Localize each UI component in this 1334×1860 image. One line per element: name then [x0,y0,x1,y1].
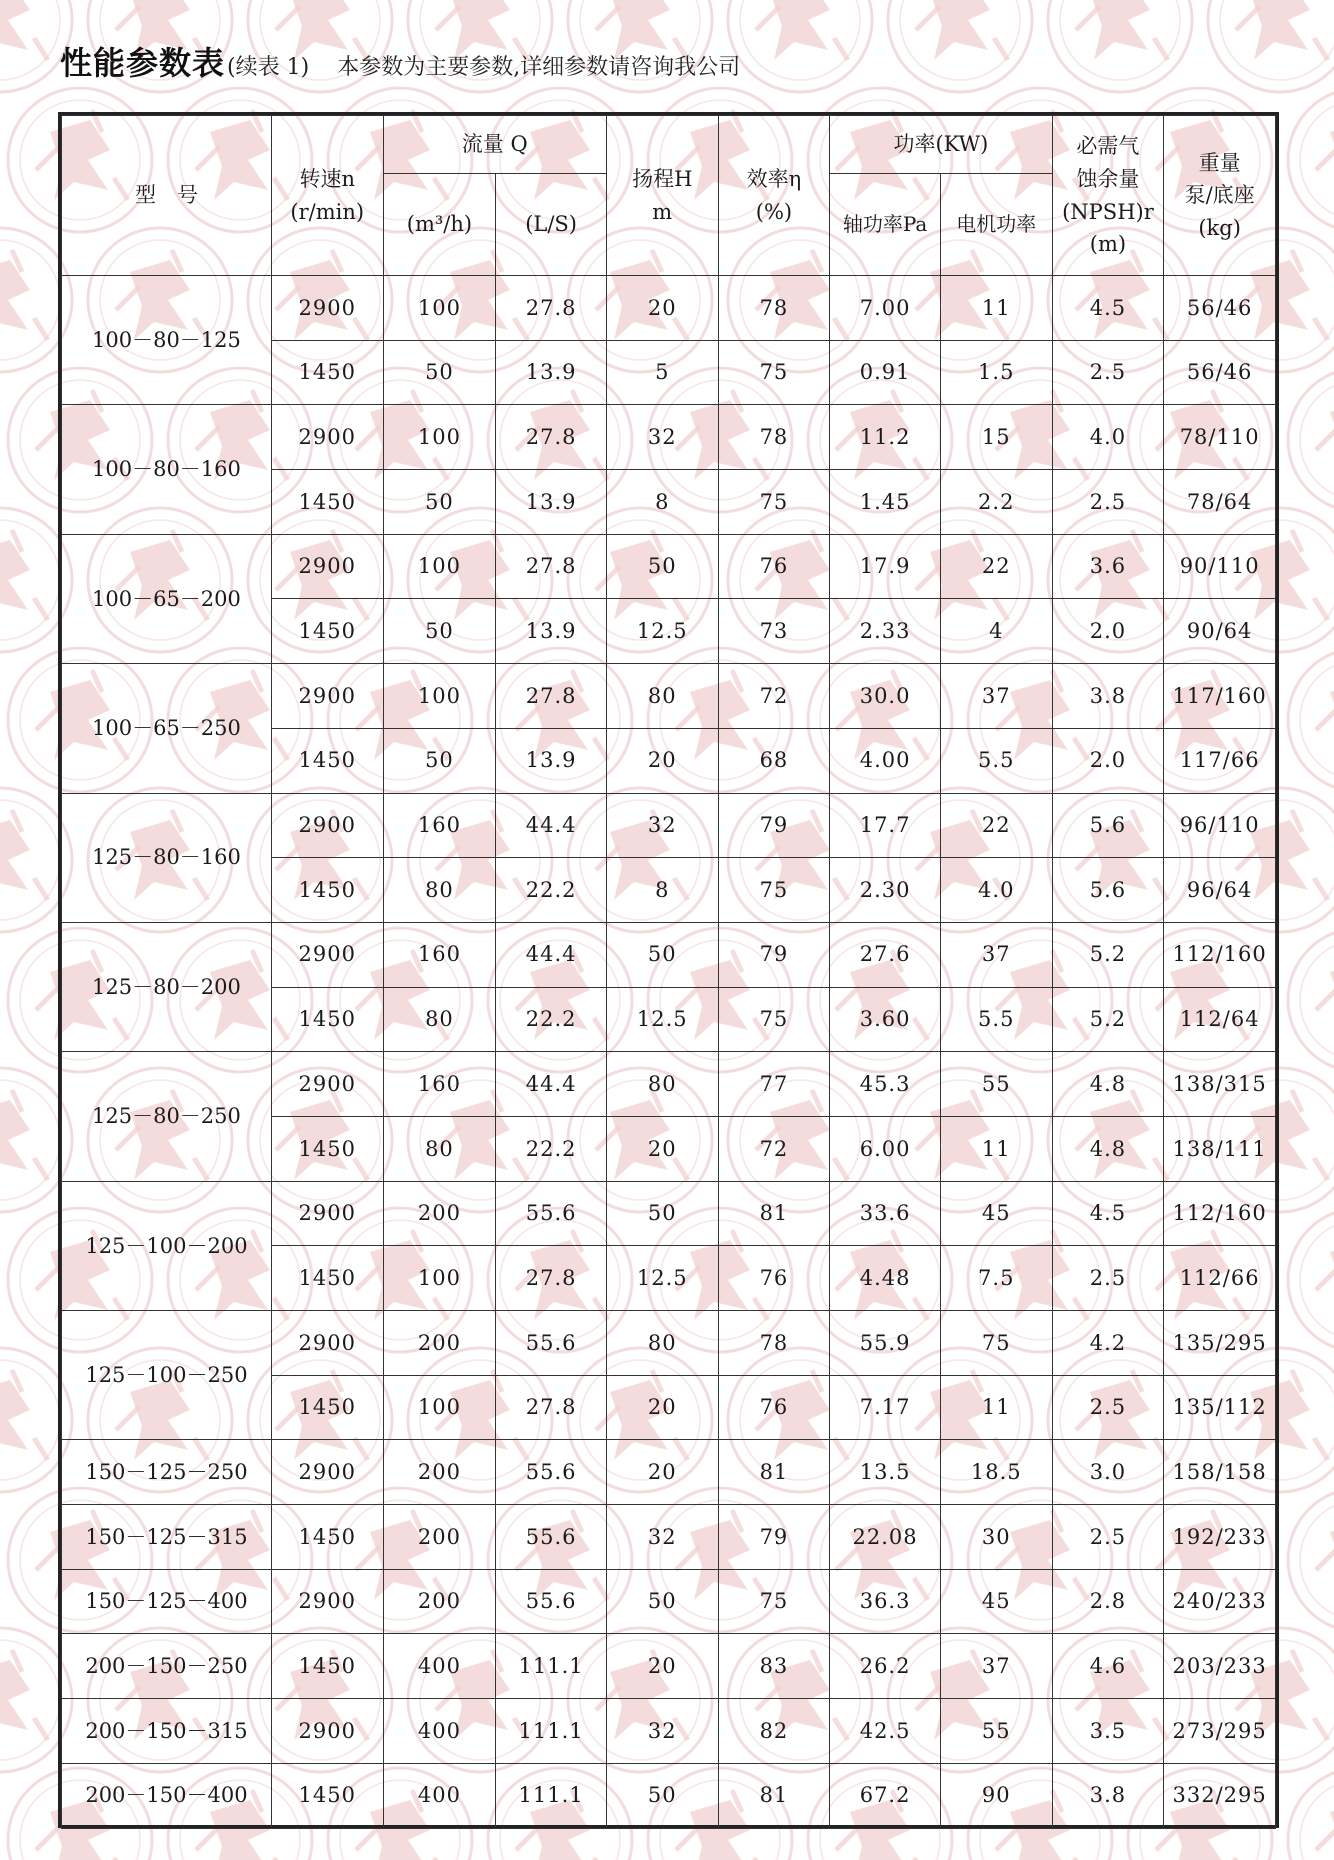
cell-model: 125－80－160 [62,793,272,922]
cell-flow-m3h: 100 [383,534,496,599]
cell-flow-ls: 13.9 [496,599,607,664]
cell-efficiency: 78 [718,276,830,341]
cell-head: 12.5 [606,987,718,1052]
cell-shaft-power: 4.48 [830,1246,941,1311]
cell-motor-power: 90 [940,1763,1052,1828]
cell-head: 80 [606,664,718,729]
cell-speed: 2900 [271,405,383,470]
cell-efficiency: 75 [718,858,830,923]
cell-npsh: 3.6 [1052,534,1164,599]
header-speed-label: 转速n [299,166,355,191]
cell-npsh: 4.8 [1052,1052,1164,1117]
cell-npsh: 4.6 [1052,1634,1164,1699]
header-speed-unit: (r/min) [290,199,365,224]
cell-efficiency: 81 [718,1440,830,1505]
cell-flow-m3h: 100 [383,1375,496,1440]
cell-speed: 2900 [271,1311,383,1376]
cell-motor-power: 37 [940,664,1052,729]
cell-flow-m3h: 50 [383,340,496,405]
cell-model: 100－65－200 [62,534,272,663]
cell-speed: 2900 [271,664,383,729]
header-efficiency-label: 效率η [746,166,802,191]
cell-flow-ls: 27.8 [496,1246,607,1311]
cell-shaft-power: 0.91 [830,340,941,405]
performance-table [61,115,1276,1829]
table-row [62,1569,1276,1634]
cell-weight: 192/233 [1164,1505,1276,1570]
header-head-unit: m [652,199,673,224]
cell-flow-ls: 27.8 [496,405,607,470]
cell-motor-power: 11 [940,276,1052,341]
cell-head: 20 [606,276,718,341]
table-row [62,1181,1276,1246]
table-row [62,1634,1276,1699]
cell-npsh: 5.6 [1052,858,1164,923]
cell-flow-ls: 44.4 [496,793,607,858]
cell-weight: 240/233 [1164,1569,1276,1634]
table-row [62,534,1276,599]
header-efficiency-unit: (%) [755,199,793,224]
cell-head: 50 [606,1763,718,1828]
header-head-label: 扬程H [632,166,693,191]
cell-flow-ls: 13.9 [496,340,607,405]
header-speed [271,116,383,276]
cell-motor-power: 4 [940,599,1052,664]
cell-motor-power: 37 [940,1634,1052,1699]
cell-weight: 138/111 [1164,1116,1276,1181]
cell-shaft-power: 17.9 [830,534,941,599]
watermark-seal [1288,648,1334,792]
cell-efficiency: 73 [718,599,830,664]
cell-flow-m3h: 200 [383,1181,496,1246]
header-shaft-power: 轴功率Pa [830,174,941,276]
cell-speed: 2900 [271,1181,383,1246]
cell-flow-ls: 27.8 [496,276,607,341]
cell-motor-power: 45 [940,1181,1052,1246]
cell-head: 20 [606,728,718,793]
cell-efficiency: 78 [718,1311,830,1376]
cell-speed: 2900 [271,922,383,987]
cell-flow-ls: 22.2 [496,1116,607,1181]
cell-flow-ls: 111.1 [496,1763,607,1828]
cell-head: 20 [606,1116,718,1181]
cell-motor-power: 15 [940,405,1052,470]
cell-model: 200－150－400 [62,1763,272,1828]
watermark-seal [1288,1768,1334,1860]
cell-weight: 112/160 [1164,1181,1276,1246]
table-row [62,1311,1276,1376]
cell-efficiency: 75 [718,470,830,535]
cell-speed: 2900 [271,1569,383,1634]
cell-efficiency: 77 [718,1052,830,1117]
table-row [62,1699,1276,1764]
cell-flow-m3h: 50 [383,470,496,535]
cell-motor-power: 22 [940,534,1052,599]
cell-flow-m3h: 400 [383,1634,496,1699]
cell-npsh: 2.5 [1052,470,1164,535]
cell-flow-m3h: 50 [383,728,496,793]
cell-head: 8 [606,858,718,923]
cell-efficiency: 72 [718,1116,830,1181]
cell-model: 150－125－250 [62,1440,272,1505]
cell-shaft-power: 4.00 [830,728,941,793]
cell-head: 5 [606,340,718,405]
cell-weight: 332/295 [1164,1763,1276,1828]
cell-flow-m3h: 160 [383,922,496,987]
header-weight-line2: 泵/底座 [1184,183,1255,208]
cell-flow-ls: 13.9 [496,470,607,535]
cell-speed: 2900 [271,1440,383,1505]
cell-npsh: 5.6 [1052,793,1164,858]
cell-weight: 203/233 [1164,1634,1276,1699]
cell-flow-ls: 55.6 [496,1505,607,1570]
table-row [62,1440,1276,1505]
cell-npsh: 4.5 [1052,1181,1164,1246]
cell-flow-ls: 27.8 [496,534,607,599]
table-row [62,793,1276,858]
cell-flow-m3h: 50 [383,599,496,664]
cell-head: 20 [606,1375,718,1440]
header-flow: 流量 Q [383,116,606,174]
cell-speed: 1450 [271,987,383,1052]
cell-efficiency: 81 [718,1181,830,1246]
cell-motor-power: 30 [940,1505,1052,1570]
table-body [62,276,1276,1829]
cell-npsh: 4.0 [1052,405,1164,470]
cell-efficiency: 79 [718,793,830,858]
watermark-seal [888,0,1032,92]
cell-speed: 2900 [271,793,383,858]
cell-weight: 112/66 [1164,1246,1276,1311]
cell-flow-ls: 55.6 [496,1311,607,1376]
watermark-seal [1048,0,1192,92]
cell-speed: 1450 [271,470,383,535]
cell-motor-power: 11 [940,1116,1052,1181]
cell-efficiency: 83 [718,1634,830,1699]
watermark-seal [1288,928,1334,1072]
header-flow-ls: (L/S) [496,174,607,276]
cell-flow-ls: 22.2 [496,987,607,1052]
cell-speed: 1450 [271,1246,383,1311]
cell-head: 50 [606,1569,718,1634]
watermark-seal [728,0,872,92]
cell-efficiency: 72 [718,664,830,729]
cell-shaft-power: 13.5 [830,1440,941,1505]
header-npsh [1052,116,1164,276]
watermark-seal [1288,88,1334,232]
cell-shaft-power: 67.2 [830,1763,941,1828]
cell-efficiency: 76 [718,534,830,599]
header-power: 功率(KW) [830,116,1052,174]
cell-npsh: 3.8 [1052,1763,1164,1828]
cell-speed: 2900 [271,276,383,341]
cell-shaft-power: 22.08 [830,1505,941,1570]
cell-weight: 158/158 [1164,1440,1276,1505]
cell-model: 100－80－125 [62,276,272,405]
header-note: 本参数为主要参数,详细参数请咨询我公司 [337,55,741,80]
cell-head: 50 [606,534,718,599]
cell-flow-ls: 55.6 [496,1181,607,1246]
cell-npsh: 2.0 [1052,728,1164,793]
cell-flow-m3h: 80 [383,1116,496,1181]
cell-flow-m3h: 160 [383,1052,496,1117]
cell-flow-m3h: 80 [383,987,496,1052]
cell-motor-power: 45 [940,1569,1052,1634]
cell-motor-power: 11 [940,1375,1052,1440]
cell-speed: 1450 [271,858,383,923]
cell-npsh: 3.0 [1052,1440,1164,1505]
cell-weight: 138/315 [1164,1052,1276,1117]
cell-shaft-power: 2.33 [830,599,941,664]
cell-efficiency: 75 [718,987,830,1052]
table-row [62,276,1276,341]
cell-weight: 117/160 [1164,664,1276,729]
header-head [606,116,718,276]
cell-speed: 1450 [271,1763,383,1828]
cell-shaft-power: 42.5 [830,1699,941,1764]
cell-weight: 135/295 [1164,1311,1276,1376]
cell-flow-ls: 13.9 [496,728,607,793]
header-npsh-line1: 必需气 [1076,134,1140,159]
header-weight-line3: (kg) [1198,215,1241,240]
cell-model: 200－150－315 [62,1699,272,1764]
cell-head: 50 [606,1181,718,1246]
cell-flow-ls: 55.6 [496,1569,607,1634]
cell-shaft-power: 2.30 [830,858,941,923]
cell-weight: 135/112 [1164,1375,1276,1440]
cell-head: 32 [606,793,718,858]
cell-flow-m3h: 400 [383,1699,496,1764]
table-row [62,1505,1276,1570]
watermark-seal [1288,1208,1334,1352]
cell-shaft-power: 7.17 [830,1375,941,1440]
cell-npsh: 2.5 [1052,1375,1164,1440]
cell-npsh: 2.0 [1052,599,1164,664]
cell-npsh: 3.8 [1052,664,1164,729]
table-row [62,1052,1276,1117]
cell-flow-ls: 27.8 [496,1375,607,1440]
cell-npsh: 2.8 [1052,1569,1164,1634]
cell-flow-m3h: 400 [383,1763,496,1828]
cell-shaft-power: 1.45 [830,470,941,535]
watermark-seal [1288,368,1334,512]
cell-shaft-power: 6.00 [830,1116,941,1181]
cell-speed: 1450 [271,1634,383,1699]
title-suffix: (续表 1) [227,55,310,80]
cell-model: 125－80－200 [62,922,272,1051]
cell-flow-m3h: 100 [383,405,496,470]
cell-speed: 2900 [271,534,383,599]
header-weight-line1: 重量 [1198,150,1241,175]
cell-weight: 90/64 [1164,599,1276,664]
cell-speed: 2900 [271,1699,383,1764]
cell-motor-power: 55 [940,1699,1052,1764]
table-row [62,405,1276,470]
cell-weight: 96/64 [1164,858,1276,923]
cell-shaft-power: 36.3 [830,1569,941,1634]
cell-npsh: 4.5 [1052,276,1164,341]
cell-motor-power: 7.5 [940,1246,1052,1311]
cell-head: 20 [606,1440,718,1505]
cell-shaft-power: 7.00 [830,276,941,341]
cell-efficiency: 75 [718,1569,830,1634]
cell-flow-m3h: 100 [383,1246,496,1311]
header-npsh-line3: (NPSH)r [1062,199,1154,224]
cell-head: 32 [606,405,718,470]
cell-weight: 112/160 [1164,922,1276,987]
cell-efficiency: 75 [718,340,830,405]
cell-weight: 273/295 [1164,1699,1276,1764]
cell-flow-m3h: 200 [383,1311,496,1376]
cell-weight: 56/46 [1164,276,1276,341]
cell-npsh: 2.5 [1052,340,1164,405]
cell-efficiency: 79 [718,1505,830,1570]
watermark-seal [1208,0,1334,92]
cell-model: 150－125－400 [62,1569,272,1634]
cell-flow-m3h: 160 [383,793,496,858]
cell-flow-ls: 44.4 [496,1052,607,1117]
cell-npsh: 5.2 [1052,987,1164,1052]
cell-head: 50 [606,922,718,987]
cell-model: 125－100－250 [62,1311,272,1440]
cell-weight: 78/110 [1164,405,1276,470]
cell-speed: 1450 [271,1375,383,1440]
cell-weight: 78/64 [1164,470,1276,535]
cell-head: 8 [606,470,718,535]
cell-flow-m3h: 200 [383,1569,496,1634]
cell-flow-m3h: 100 [383,276,496,341]
cell-flow-m3h: 200 [383,1505,496,1570]
cell-flow-ls: 22.2 [496,858,607,923]
cell-npsh: 5.2 [1052,922,1164,987]
cell-weight: 96/110 [1164,793,1276,858]
cell-speed: 1450 [271,1505,383,1570]
cell-npsh: 4.8 [1052,1116,1164,1181]
cell-motor-power: 55 [940,1052,1052,1117]
cell-flow-ls: 111.1 [496,1699,607,1764]
cell-speed: 1450 [271,599,383,664]
cell-head: 12.5 [606,599,718,664]
cell-flow-ls: 27.8 [496,664,607,729]
cell-efficiency: 79 [718,922,830,987]
cell-speed: 1450 [271,728,383,793]
cell-npsh: 2.5 [1052,1246,1164,1311]
cell-speed: 1450 [271,1116,383,1181]
header-npsh-line4: (m) [1089,232,1127,257]
cell-speed: 1450 [271,340,383,405]
cell-shaft-power: 3.60 [830,987,941,1052]
cell-motor-power: 18.5 [940,1440,1052,1505]
cell-head: 20 [606,1634,718,1699]
performance-table-container [58,112,1279,1828]
cell-model: 125－100－200 [62,1181,272,1310]
cell-shaft-power: 17.7 [830,793,941,858]
cell-npsh: 3.5 [1052,1699,1164,1764]
cell-flow-m3h: 80 [383,858,496,923]
cell-flow-m3h: 200 [383,1440,496,1505]
cell-shaft-power: 33.6 [830,1181,941,1246]
cell-head: 32 [606,1505,718,1570]
cell-motor-power: 75 [940,1311,1052,1376]
cell-shaft-power: 45.3 [830,1052,941,1117]
header-npsh-line2: 蚀余量 [1076,166,1140,191]
table-row [62,922,1276,987]
table-header [62,116,1276,276]
cell-model: 100－65－250 [62,664,272,793]
cell-efficiency: 82 [718,1699,830,1764]
table-row [62,664,1276,729]
header-motor-power: 电机功率 [940,174,1052,276]
cell-motor-power: 4.0 [940,858,1052,923]
cell-npsh: 2.5 [1052,1505,1164,1570]
cell-shaft-power: 11.2 [830,405,941,470]
cell-efficiency: 76 [718,1246,830,1311]
cell-motor-power: 1.5 [940,340,1052,405]
cell-motor-power: 37 [940,922,1052,987]
cell-head: 80 [606,1311,718,1376]
cell-head: 12.5 [606,1246,718,1311]
cell-efficiency: 81 [718,1763,830,1828]
cell-speed: 2900 [271,1052,383,1117]
cell-flow-m3h: 100 [383,664,496,729]
page-title: 性能参数表 [60,44,226,82]
cell-head: 80 [606,1052,718,1117]
header-weight [1164,116,1276,276]
cell-head: 32 [606,1699,718,1764]
cell-weight: 112/64 [1164,987,1276,1052]
cell-motor-power: 22 [940,793,1052,858]
header-efficiency [718,116,830,276]
cell-weight: 56/46 [1164,340,1276,405]
cell-weight: 90/110 [1164,534,1276,599]
cell-shaft-power: 55.9 [830,1311,941,1376]
cell-efficiency: 78 [718,405,830,470]
cell-model: 125－80－250 [62,1052,272,1181]
watermark-seal [1288,1488,1334,1632]
header-model: 型 号 [62,116,272,276]
page-header [60,38,740,84]
cell-model: 200－150－250 [62,1634,272,1699]
cell-motor-power: 5.5 [940,987,1052,1052]
cell-model: 100－80－160 [62,405,272,534]
cell-npsh: 4.2 [1052,1311,1164,1376]
cell-flow-ls: 55.6 [496,1440,607,1505]
cell-flow-ls: 111.1 [496,1634,607,1699]
header-flow-m3h: (m³/h) [383,174,496,276]
cell-motor-power: 5.5 [940,728,1052,793]
cell-shaft-power: 26.2 [830,1634,941,1699]
cell-shaft-power: 27.6 [830,922,941,987]
cell-motor-power: 2.2 [940,470,1052,535]
table-row [62,1763,1276,1828]
cell-model: 150－125－315 [62,1505,272,1570]
cell-efficiency: 76 [718,1375,830,1440]
cell-weight: 117/66 [1164,728,1276,793]
cell-flow-ls: 44.4 [496,922,607,987]
cell-efficiency: 68 [718,728,830,793]
cell-shaft-power: 30.0 [830,664,941,729]
